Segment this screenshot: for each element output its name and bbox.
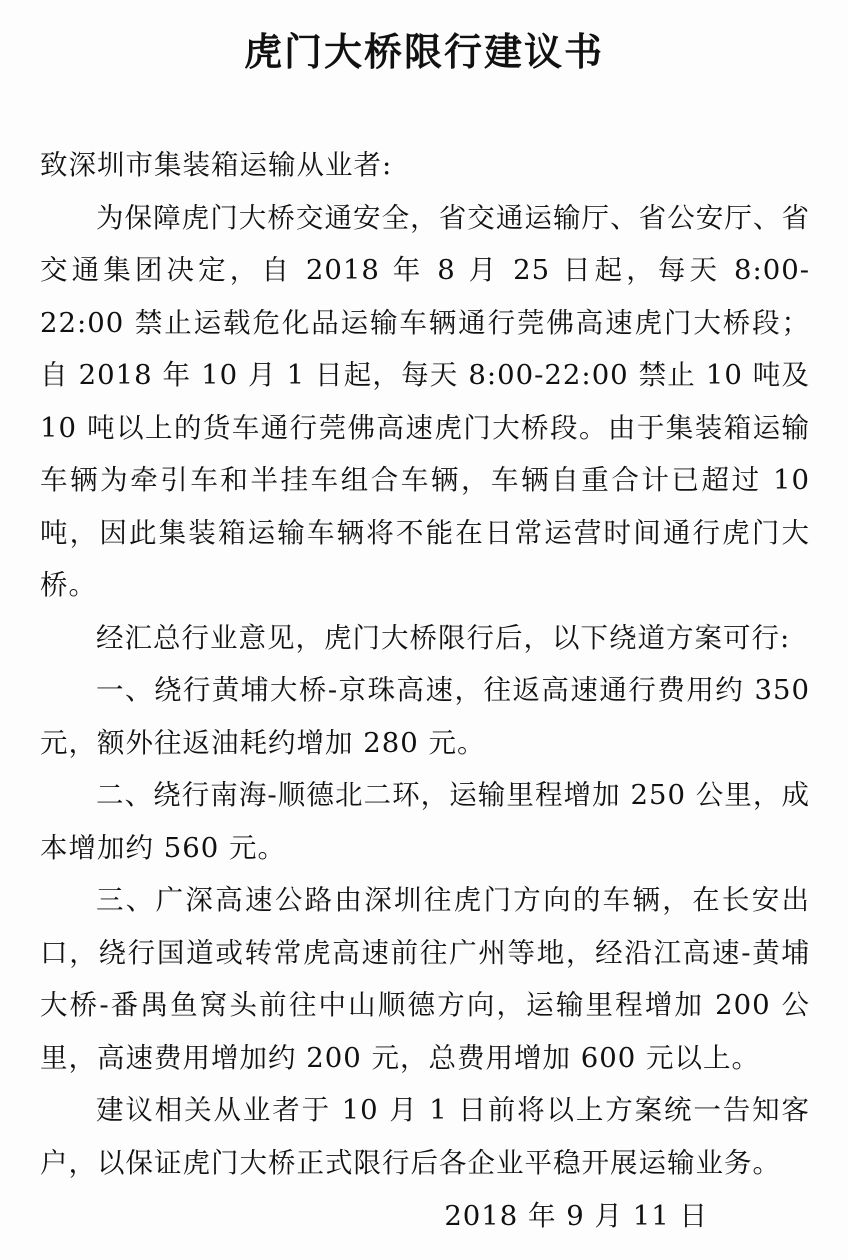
paragraph-summary: 经汇总行业意见，虎门大桥限行后，以下绕道方案可行:	[96, 621, 791, 654]
document-body	[40, 139, 810, 1189]
document-date: 2018 年 9 月 11 日	[444, 1200, 708, 1232]
document-title: 虎门大桥限行建议书	[243, 30, 604, 74]
paragraph-recommendation: 建议相关从业者于 10 月 1 日前将以上方案统一告知客户，以保证虎门大桥正式限行后各企业平稳开展运输业务。	[40, 1094, 810, 1179]
paragraph-option-2: 二、绕行南海-顺德北二环，运输里程增加 250 公里，成本增加约 560 元。	[40, 779, 810, 864]
paragraph-notice: 为保障虎门大桥交通安全，省交通运输厅、省公安厅、省交通集团决定，自 2018 年 8 月 25 日起，每天 8:00-22:00 禁止运载危化品运输车辆通行莞佛高速虎门大桥段；自 2018 年 10 月 1 日起，每天 8:00-22:00 禁止 10 吨及 10 吨以上的货车通行莞佛高速虎门大桥段。由于集装箱运输车辆为牵引车和半挂车组合车辆，车辆自重合计已超过 10 吨，因此集装箱运输车辆将不能在日常运营时间通行虎门大桥。	[40, 201, 810, 601]
salutation: 致深圳市集装箱运输从业者:	[40, 149, 393, 181]
paragraph-option-3: 三、广深高速公路由深圳往虎门方向的车辆，在长安出口，绕行国道或转常虎高速前往广州等地，经沿江高速-黄埔大桥-番禺鱼窝头前往中山顺德方向，运输里程增加 200 公里，高速费用增加约 200 元，总费用增加 600 元以上。	[40, 884, 810, 1074]
paragraph-option-1: 一、绕行黄埔大桥-京珠高速，往返高速通行费用约 350 元，额外往返油耗约增加 280 元。	[40, 674, 810, 759]
